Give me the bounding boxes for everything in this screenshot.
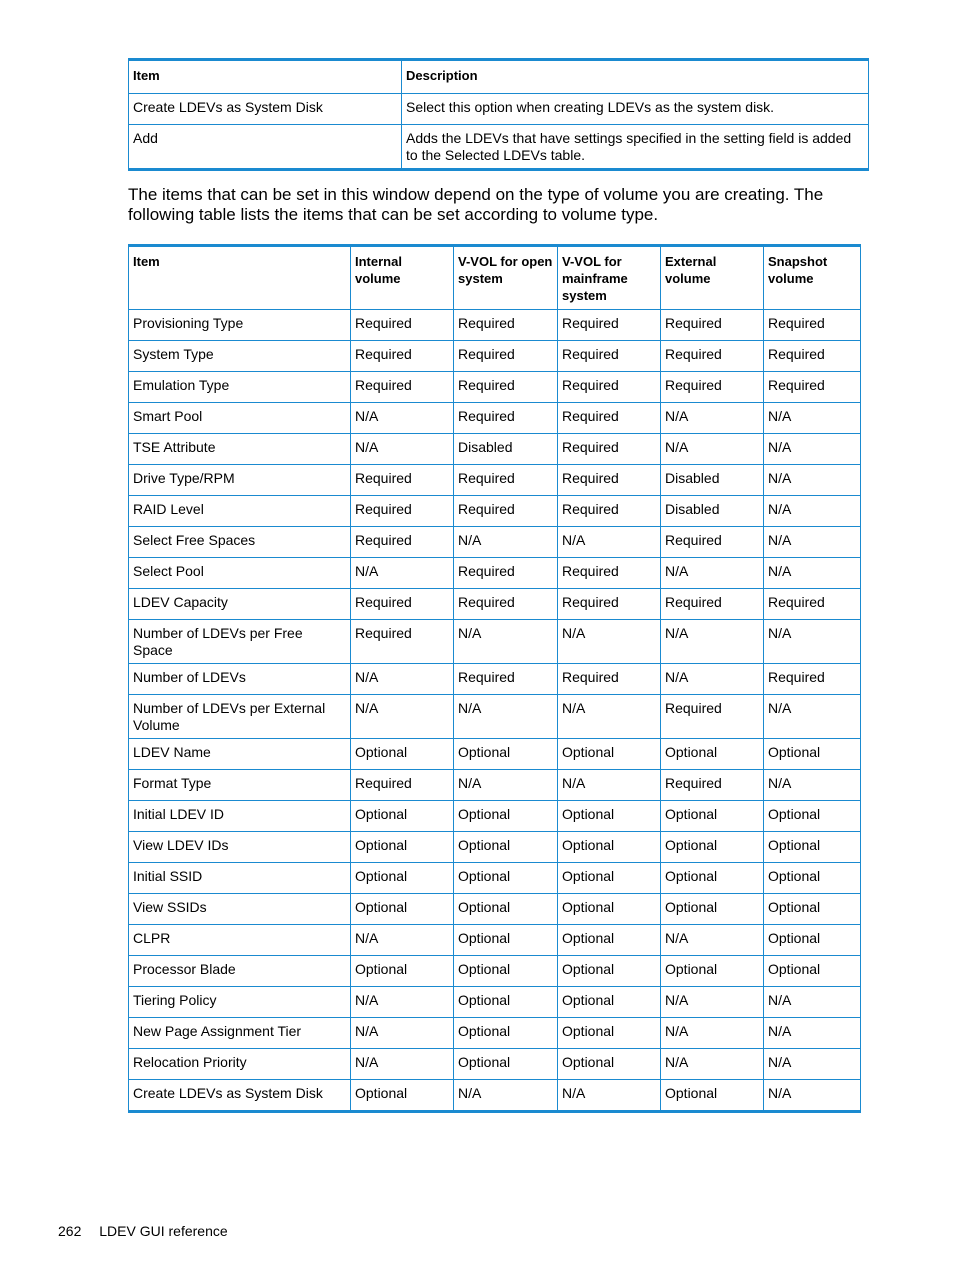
vvol-mainframe-cell: Optional (558, 832, 661, 863)
table-body (129, 310, 861, 1112)
vvol-open-cell: Required (454, 403, 558, 434)
table-row (129, 496, 861, 527)
vvol-open-cell: Optional (454, 832, 558, 863)
options-description-table (128, 58, 869, 171)
external-volume-cell: N/A (661, 987, 764, 1018)
vvol-mainframe-cell: N/A (558, 695, 661, 739)
external-volume-cell: Optional (661, 1080, 764, 1112)
external-volume-cell: Optional (661, 739, 764, 770)
item-cell: New Page Assignment Tier (129, 1018, 351, 1049)
internal-volume-cell: N/A (351, 695, 454, 739)
snapshot-volume-cell: Required (764, 664, 861, 695)
snapshot-volume-cell: Required (764, 372, 861, 403)
table-row (129, 589, 861, 620)
table-row (129, 925, 861, 956)
snapshot-volume-cell: N/A (764, 1018, 861, 1049)
internal-volume-cell: Required (351, 527, 454, 558)
item-cell: Add (129, 125, 402, 170)
snapshot-volume-cell: N/A (764, 987, 861, 1018)
table-row (129, 341, 861, 372)
vvol-mainframe-cell: Required (558, 310, 661, 341)
external-volume-cell: N/A (661, 403, 764, 434)
page-number: 262 (58, 1223, 82, 1239)
table-row (129, 695, 861, 739)
table-row (129, 125, 869, 170)
vvol-open-cell: Optional (454, 925, 558, 956)
vvol-mainframe-cell: Required (558, 341, 661, 372)
item-cell: Number of LDEVs per External Volume (129, 695, 351, 739)
vvol-mainframe-cell: Optional (558, 987, 661, 1018)
vvol-mainframe-cell: Required (558, 403, 661, 434)
internal-volume-cell: Required (351, 496, 454, 527)
column-header-internal-volume: Internal volume (351, 246, 454, 310)
item-cell: Initial SSID (129, 863, 351, 894)
vvol-open-cell: Required (454, 589, 558, 620)
snapshot-volume-cell: N/A (764, 434, 861, 465)
internal-volume-cell: Required (351, 341, 454, 372)
column-header-snapshot-volume: Snapshot volume (764, 246, 861, 310)
external-volume-cell: Optional (661, 801, 764, 832)
table-header-row (129, 246, 861, 310)
volume-type-items-table (128, 244, 861, 1113)
vvol-open-cell: Required (454, 372, 558, 403)
item-cell: Provisioning Type (129, 310, 351, 341)
description-cell: Adds the LDEVs that have settings specified in the setting field is added to the Selected LDEVs table. (402, 125, 869, 170)
table-row (129, 94, 869, 125)
vvol-open-cell: N/A (454, 1080, 558, 1112)
item-cell: Smart Pool (129, 403, 351, 434)
vvol-mainframe-cell: Required (558, 434, 661, 465)
item-cell: Format Type (129, 770, 351, 801)
internal-volume-cell: N/A (351, 434, 454, 465)
snapshot-volume-cell: N/A (764, 620, 861, 664)
item-cell: Create LDEVs as System Disk (129, 94, 402, 125)
item-cell: Tiering Policy (129, 987, 351, 1018)
intro-paragraph: The items that can be set in this window depend on the type of volume you are creating. The following table lists the items that can be set according to volume type. (128, 185, 824, 224)
internal-volume-cell: Required (351, 589, 454, 620)
snapshot-volume-cell: Optional (764, 739, 861, 770)
vvol-mainframe-cell: Required (558, 664, 661, 695)
table-row (129, 527, 861, 558)
snapshot-volume-cell: Required (764, 310, 861, 341)
table-row (129, 956, 861, 987)
snapshot-volume-cell: N/A (764, 1080, 861, 1112)
item-cell: TSE Attribute (129, 434, 351, 465)
table-row (129, 310, 861, 341)
table-row (129, 664, 861, 695)
vvol-open-cell: Optional (454, 801, 558, 832)
vvol-open-cell: Disabled (454, 434, 558, 465)
vvol-mainframe-cell: Optional (558, 739, 661, 770)
external-volume-cell: Required (661, 341, 764, 372)
table-row (129, 801, 861, 832)
table-row (129, 1080, 861, 1112)
table-row (129, 620, 861, 664)
snapshot-volume-cell: Optional (764, 925, 861, 956)
item-cell: System Type (129, 341, 351, 372)
vvol-open-cell: Required (454, 341, 558, 372)
vvol-open-cell: Optional (454, 1018, 558, 1049)
internal-volume-cell: N/A (351, 1018, 454, 1049)
external-volume-cell: Optional (661, 832, 764, 863)
vvol-open-cell: Required (454, 310, 558, 341)
table-row (129, 832, 861, 863)
internal-volume-cell: N/A (351, 664, 454, 695)
vvol-open-cell: Required (454, 496, 558, 527)
internal-volume-cell: Required (351, 465, 454, 496)
column-header-vvol-open: V-VOL for open system (454, 246, 558, 310)
vvol-mainframe-cell: N/A (558, 527, 661, 558)
item-cell: LDEV Capacity (129, 589, 351, 620)
table-row (129, 987, 861, 1018)
external-volume-cell: N/A (661, 1018, 764, 1049)
external-volume-cell: Required (661, 310, 764, 341)
vvol-open-cell: Optional (454, 739, 558, 770)
table-row (129, 1049, 861, 1080)
vvol-open-cell: Optional (454, 987, 558, 1018)
vvol-mainframe-cell: Required (558, 372, 661, 403)
external-volume-cell: Required (661, 770, 764, 801)
vvol-mainframe-cell: Optional (558, 1049, 661, 1080)
item-cell: Select Free Spaces (129, 527, 351, 558)
snapshot-volume-cell: Optional (764, 863, 861, 894)
external-volume-cell: Disabled (661, 465, 764, 496)
vvol-mainframe-cell: Optional (558, 925, 661, 956)
snapshot-volume-cell: N/A (764, 496, 861, 527)
vvol-open-cell: Optional (454, 1049, 558, 1080)
item-cell: Processor Blade (129, 956, 351, 987)
vvol-open-cell: Required (454, 558, 558, 589)
vvol-mainframe-cell: Optional (558, 894, 661, 925)
vvol-mainframe-cell: Optional (558, 801, 661, 832)
table-header-row (129, 60, 869, 94)
page-footer (58, 1222, 228, 1240)
external-volume-cell: Optional (661, 894, 764, 925)
external-volume-cell: N/A (661, 664, 764, 695)
vvol-mainframe-cell: Required (558, 465, 661, 496)
vvol-open-cell: N/A (454, 770, 558, 801)
item-cell: Create LDEVs as System Disk (129, 1080, 351, 1112)
internal-volume-cell: Required (351, 620, 454, 664)
external-volume-cell: N/A (661, 620, 764, 664)
internal-volume-cell: N/A (351, 925, 454, 956)
internal-volume-cell: Required (351, 310, 454, 341)
table-row (129, 863, 861, 894)
vvol-mainframe-cell: Required (558, 558, 661, 589)
column-header-item: Item (129, 246, 351, 310)
snapshot-volume-cell: Optional (764, 956, 861, 987)
snapshot-volume-cell: N/A (764, 527, 861, 558)
item-cell: Relocation Priority (129, 1049, 351, 1080)
vvol-mainframe-cell: Required (558, 589, 661, 620)
external-volume-cell: Required (661, 589, 764, 620)
vvol-mainframe-cell: Required (558, 496, 661, 527)
column-header-description: Description (402, 60, 869, 94)
internal-volume-cell: Optional (351, 956, 454, 987)
vvol-mainframe-cell: N/A (558, 1080, 661, 1112)
vvol-mainframe-cell: N/A (558, 770, 661, 801)
vvol-open-cell: Optional (454, 894, 558, 925)
external-volume-cell: N/A (661, 558, 764, 589)
table-row (129, 558, 861, 589)
item-cell: Drive Type/RPM (129, 465, 351, 496)
vvol-mainframe-cell: Optional (558, 863, 661, 894)
snapshot-volume-cell: Required (764, 341, 861, 372)
table-row (129, 770, 861, 801)
item-cell: LDEV Name (129, 739, 351, 770)
table-row (129, 894, 861, 925)
item-cell: Initial LDEV ID (129, 801, 351, 832)
item-cell: View LDEV IDs (129, 832, 351, 863)
table-row (129, 434, 861, 465)
snapshot-volume-cell: N/A (764, 770, 861, 801)
vvol-open-cell: N/A (454, 695, 558, 739)
snapshot-volume-cell: N/A (764, 403, 861, 434)
internal-volume-cell: Optional (351, 739, 454, 770)
external-volume-cell: Required (661, 372, 764, 403)
internal-volume-cell: Optional (351, 801, 454, 832)
external-volume-cell: Disabled (661, 496, 764, 527)
external-volume-cell: N/A (661, 434, 764, 465)
snapshot-volume-cell: Optional (764, 832, 861, 863)
snapshot-volume-cell: N/A (764, 465, 861, 496)
internal-volume-cell: N/A (351, 987, 454, 1018)
item-cell: View SSIDs (129, 894, 351, 925)
snapshot-volume-cell: Optional (764, 894, 861, 925)
internal-volume-cell: N/A (351, 1049, 454, 1080)
snapshot-volume-cell: Optional (764, 801, 861, 832)
item-cell: Number of LDEVs (129, 664, 351, 695)
item-cell: Number of LDEVs per Free Space (129, 620, 351, 664)
item-cell: Select Pool (129, 558, 351, 589)
internal-volume-cell: Required (351, 770, 454, 801)
table-row (129, 739, 861, 770)
table-row (129, 372, 861, 403)
internal-volume-cell: Optional (351, 863, 454, 894)
vvol-open-cell: N/A (454, 620, 558, 664)
vvol-open-cell: Optional (454, 863, 558, 894)
item-cell: CLPR (129, 925, 351, 956)
external-volume-cell: N/A (661, 1049, 764, 1080)
column-header-external-volume: External volume (661, 246, 764, 310)
vvol-mainframe-cell: N/A (558, 620, 661, 664)
vvol-open-cell: Optional (454, 956, 558, 987)
vvol-mainframe-cell: Optional (558, 956, 661, 987)
external-volume-cell: Optional (661, 863, 764, 894)
internal-volume-cell: Optional (351, 1080, 454, 1112)
internal-volume-cell: Optional (351, 832, 454, 863)
table-row (129, 403, 861, 434)
vvol-open-cell: N/A (454, 527, 558, 558)
snapshot-volume-cell: N/A (764, 695, 861, 739)
snapshot-volume-cell: Required (764, 589, 861, 620)
vvol-open-cell: Required (454, 664, 558, 695)
table-row (129, 1018, 861, 1049)
snapshot-volume-cell: N/A (764, 558, 861, 589)
column-header-item: Item (129, 60, 402, 94)
vvol-open-cell: Required (454, 465, 558, 496)
external-volume-cell: Required (661, 527, 764, 558)
item-cell: RAID Level (129, 496, 351, 527)
description-cell: Select this option when creating LDEVs as the system disk. (402, 94, 869, 125)
internal-volume-cell: Optional (351, 894, 454, 925)
column-header-vvol-mainframe: V-VOL for mainframe system (558, 246, 661, 310)
external-volume-cell: Optional (661, 956, 764, 987)
table-row (129, 465, 861, 496)
internal-volume-cell: N/A (351, 403, 454, 434)
section-title: LDEV GUI reference (99, 1223, 228, 1239)
external-volume-cell: N/A (661, 925, 764, 956)
snapshot-volume-cell: N/A (764, 1049, 861, 1080)
internal-volume-cell: N/A (351, 558, 454, 589)
external-volume-cell: Required (661, 695, 764, 739)
internal-volume-cell: Required (351, 372, 454, 403)
vvol-mainframe-cell: Optional (558, 1018, 661, 1049)
item-cell: Emulation Type (129, 372, 351, 403)
